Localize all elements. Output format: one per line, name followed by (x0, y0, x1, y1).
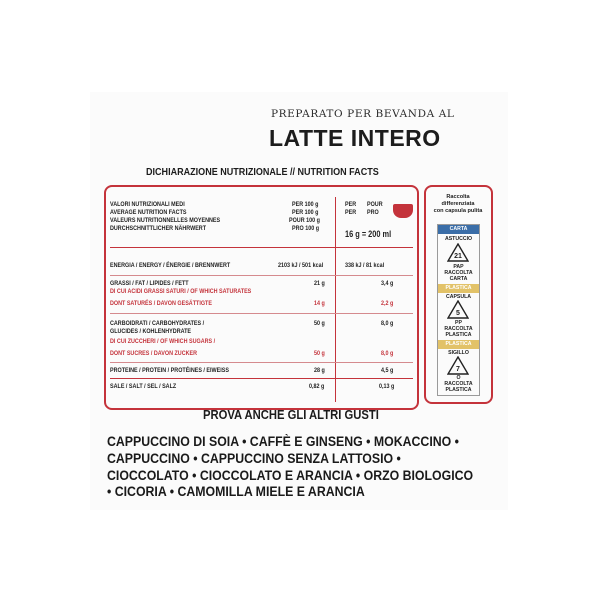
recycling-collect: PLASTICA (445, 332, 472, 338)
per100-header: POUR 100 g (289, 217, 320, 224)
recycling-collect: PLASTICA (445, 387, 472, 393)
cup-icon (393, 204, 413, 218)
sugars-per-serving: 8,0 g (381, 350, 394, 357)
recycle-triangle-icon (447, 243, 469, 263)
recycling-item-name: ASTUCCIO (444, 236, 473, 242)
recycling-band-plastica: PLASTICA (438, 284, 479, 293)
nutrition-header-label: DURCHSCHNITTLICHER NÄHRWERT (110, 225, 207, 232)
recycling-item-name: SIGILLO (448, 350, 469, 356)
nutrition-heading: DICHIARAZIONE NUTRIZIONALE // NUTRITION FACTS (146, 166, 379, 178)
row-divider (110, 275, 413, 276)
flavor-list-line: CAPPUCCINO • CAPPUCCINO SENZA LATTOSIO • (107, 451, 401, 466)
row-divider (110, 362, 413, 363)
serving-header: PER (345, 201, 357, 208)
recycling-intro: con capsula pulita (433, 208, 483, 214)
fat-label: GRASSI / FAT / LIPIDES / FETT (110, 280, 189, 287)
protein-per100: 28 g (314, 367, 325, 374)
sugars-per100: 50 g (314, 350, 325, 357)
recycling-material: PP (455, 320, 462, 326)
recycling-material: O (456, 375, 461, 381)
product-pre-title: PREPARATO PER BEVANDA AL (271, 108, 455, 120)
energy-per-serving: 338 kJ / 81 kcal (345, 262, 385, 269)
recycling-code: 7 (456, 366, 460, 373)
saturates-label: DONT SATURÉS / DAVON GESÄTTIGTE (110, 300, 212, 307)
saturates-label: DI CUI ACIDI GRASSI SATURI / OF WHICH SATURATES (110, 288, 252, 295)
recycling-code: 21 (454, 253, 462, 260)
recycle-triangle-icon (447, 300, 469, 320)
serving-header: PER (345, 209, 357, 216)
recycling-item-name: CAPSULA (445, 294, 472, 300)
sugars-label: DONT SUCRES / DAVON ZUCKER (110, 350, 198, 357)
carbs-label: GLUCIDES / KOHLENHYDRATE (110, 328, 192, 335)
protein-per-serving: 4,5 g (381, 367, 394, 374)
recycling-code: 5 (456, 310, 460, 317)
saturates-per-serving: 2,2 g (381, 300, 394, 307)
row-divider (110, 378, 413, 379)
row-divider (110, 247, 413, 248)
sugars-label: DI CUI ZUCCHERI / OF WHICH SUGARS / (110, 338, 216, 345)
recycle-triangle-icon (447, 356, 469, 376)
column-divider (335, 197, 336, 402)
recycling-material: PAP (453, 264, 464, 270)
carbs-per100: 50 g (314, 320, 325, 327)
other-flavors-title: PROVA ANCHE GLI ALTRI GUSTI (203, 408, 379, 422)
fat-per100: 21 g (314, 280, 325, 287)
recycling-band-carta: CARTA (438, 225, 479, 234)
fat-per-serving: 3,4 g (381, 280, 394, 287)
nutrition-header-label: AVERAGE NUTRITION FACTS (110, 209, 187, 216)
flavor-list-line: CIOCCOLATO • CIOCCOLATO E ARANCIA • ORZO BIOLOGICO (107, 468, 474, 483)
nutrition-header-label: VALORI NUTRIZIONALI MEDI (110, 201, 185, 208)
recycling-intro: Raccolta (446, 194, 470, 200)
product-title: LATTE INTERO (269, 125, 441, 151)
serving-header: POUR (367, 201, 383, 208)
salt-label: SALE / SALT / SEL / SALZ (110, 383, 177, 390)
per100-header: PER 100 g (292, 201, 319, 208)
recycling-intro: differenziata (441, 201, 475, 207)
energy-per100: 2103 kJ / 501 kcal (278, 262, 324, 269)
protein-label: PROTEINE / PROTEIN / PROTÉINES / EIWEISS (110, 367, 229, 374)
recycling-collect: RACCOLTA (444, 381, 473, 387)
energy-label: ENERGIA / ENERGY / ÉNERGIE / BRENNWERT (110, 262, 231, 269)
serving-size: 16 g = 200 ml (345, 229, 392, 239)
saturates-per100: 14 g (314, 300, 325, 307)
carbs-per-serving: 8,0 g (381, 320, 394, 327)
flavor-list-line: CAPPUCCINO DI SOIA • CAFFÈ E GINSENG • MOKACCINO • (107, 434, 459, 449)
recycling-band-plastica: PLASTICA (438, 340, 479, 349)
salt-per100: 0,82 g (309, 383, 325, 390)
carbs-label: CARBOIDRATI / CARBOHYDRATES / (110, 320, 205, 327)
recycling-collect: RACCOLTA (444, 270, 473, 276)
nutrition-header-label: VALEURS NUTRITIONNELLES MOYENNES (110, 217, 221, 224)
flavor-list-line: • CICORIA • CAMOMILLA MIELE E ARANCIA (107, 484, 365, 499)
row-divider (110, 313, 413, 314)
serving-header: PRO (367, 209, 379, 216)
per100-header: PER 100 g (292, 209, 319, 216)
recycling-collect: CARTA (449, 276, 468, 282)
per100-header: PRO 100 g (292, 225, 320, 232)
salt-per-serving: 0,13 g (379, 383, 395, 390)
recycling-collect: RACCOLTA (444, 326, 473, 332)
